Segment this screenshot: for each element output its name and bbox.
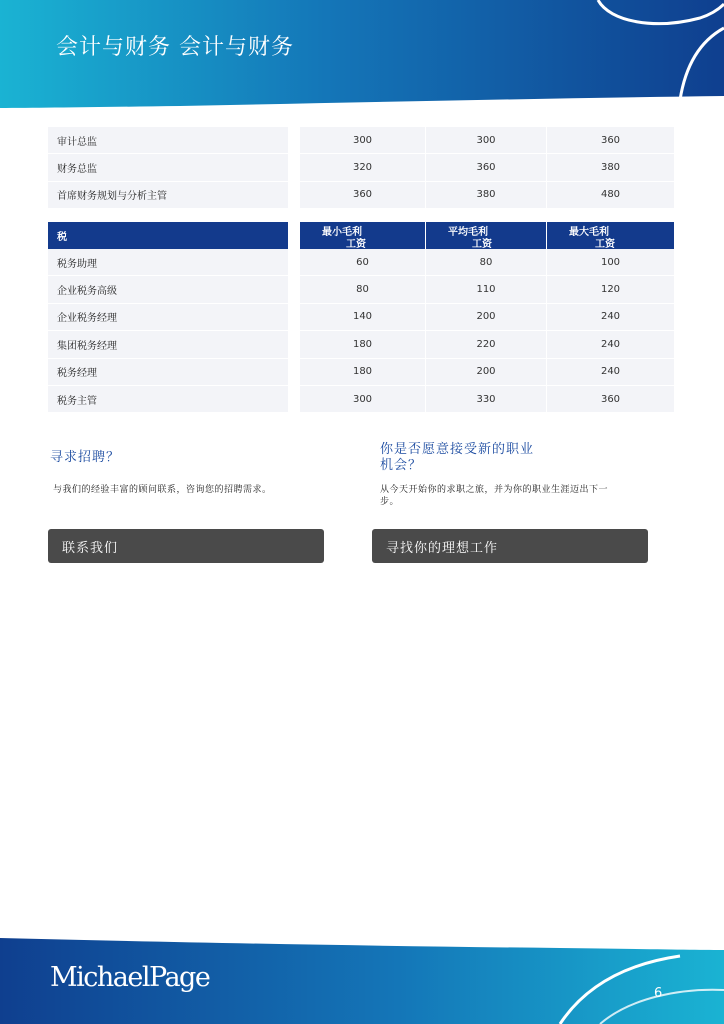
table-row bbox=[48, 276, 675, 303]
page-number: 6 bbox=[654, 986, 663, 1001]
column-header-max bbox=[547, 222, 675, 249]
max-salary-cell: 240 bbox=[547, 304, 675, 331]
column-header-line: 工资 bbox=[472, 239, 492, 250]
avg-salary-cell: 300 bbox=[426, 127, 547, 154]
max-salary-cell: 100 bbox=[547, 249, 675, 276]
row-label: 企业税务经理 bbox=[48, 304, 288, 331]
recruit-text: 与我们的经验丰富的顾问联系，咨询您的招聘需求。 bbox=[53, 485, 272, 495]
min-salary-cell: 180 bbox=[300, 359, 426, 386]
avg-salary-cell: 360 bbox=[426, 154, 547, 181]
table-row bbox=[48, 359, 675, 386]
find-job-button[interactable]: 寻找你的理想工作 bbox=[372, 529, 648, 563]
min-salary-cell: 300 bbox=[300, 386, 426, 413]
page-title: 会计与财务 会计与财务 bbox=[56, 35, 294, 60]
min-salary-cell: 60 bbox=[300, 249, 426, 276]
column-header-line: 工资 bbox=[346, 239, 366, 250]
row-label: 审计总监 bbox=[48, 127, 288, 154]
min-salary-cell: 300 bbox=[300, 127, 426, 154]
row-label: 企业税务高级 bbox=[48, 276, 288, 303]
avg-salary-cell: 200 bbox=[426, 304, 547, 331]
table-row bbox=[48, 182, 675, 209]
max-salary-cell: 120 bbox=[547, 276, 675, 303]
section-title: 税 bbox=[48, 222, 288, 249]
max-salary-cell: 360 bbox=[547, 127, 675, 154]
career-text-line: 步。 bbox=[380, 497, 400, 507]
contact-us-button[interactable]: 联系我们 bbox=[48, 529, 324, 563]
max-salary-cell: 360 bbox=[547, 386, 675, 413]
min-salary-cell: 320 bbox=[300, 154, 426, 181]
row-label: 集团税务经理 bbox=[48, 331, 288, 358]
avg-salary-cell: 380 bbox=[426, 182, 547, 209]
column-header-line: 最大毛利 bbox=[569, 227, 609, 238]
table-header-row bbox=[48, 222, 675, 249]
min-salary-cell: 80 bbox=[300, 276, 426, 303]
row-label: 税务经理 bbox=[48, 359, 288, 386]
row-label: 税务助理 bbox=[48, 249, 288, 276]
column-header-avg bbox=[426, 222, 547, 249]
column-header-line: 最小毛利 bbox=[322, 227, 362, 238]
min-salary-cell: 180 bbox=[300, 331, 426, 358]
salary-table-top bbox=[48, 127, 675, 209]
career-heading bbox=[380, 442, 534, 474]
column-header-line: 平均毛利 bbox=[448, 227, 488, 238]
max-salary-cell: 380 bbox=[547, 154, 675, 181]
max-salary-cell: 480 bbox=[547, 182, 675, 209]
table-row bbox=[48, 304, 675, 331]
avg-salary-cell: 110 bbox=[426, 276, 547, 303]
row-label: 税务主管 bbox=[48, 386, 288, 413]
avg-salary-cell: 220 bbox=[426, 331, 547, 358]
michael-page-logo: MichaelPage bbox=[50, 962, 210, 993]
max-salary-cell: 240 bbox=[547, 359, 675, 386]
table-row bbox=[48, 127, 675, 154]
avg-salary-cell: 330 bbox=[426, 386, 547, 413]
table-row bbox=[48, 386, 675, 413]
row-label: 首席财务规划与分析主管 bbox=[48, 182, 288, 209]
table-row bbox=[48, 154, 675, 181]
salary-table-tax bbox=[48, 222, 675, 413]
career-text-line: 从今天开始你的求职之旅，并为你的职业生涯迈出下一 bbox=[380, 485, 609, 495]
max-salary-cell: 240 bbox=[547, 331, 675, 358]
avg-salary-cell: 80 bbox=[426, 249, 547, 276]
column-header-line: 工资 bbox=[595, 239, 615, 250]
column-header-min bbox=[300, 222, 426, 249]
header-banner bbox=[0, 0, 724, 112]
min-salary-cell: 140 bbox=[300, 304, 426, 331]
career-heading-line: 机会？ bbox=[380, 458, 423, 473]
table-row bbox=[48, 249, 675, 276]
career-heading-line: 你是否愿意接受新的职业 bbox=[380, 442, 535, 457]
recruit-heading: 寻求招聘？ bbox=[50, 450, 121, 465]
min-salary-cell: 360 bbox=[300, 182, 426, 209]
avg-salary-cell: 200 bbox=[426, 359, 547, 386]
career-text bbox=[380, 484, 608, 508]
row-label: 财务总监 bbox=[48, 154, 288, 181]
table-row bbox=[48, 331, 675, 358]
